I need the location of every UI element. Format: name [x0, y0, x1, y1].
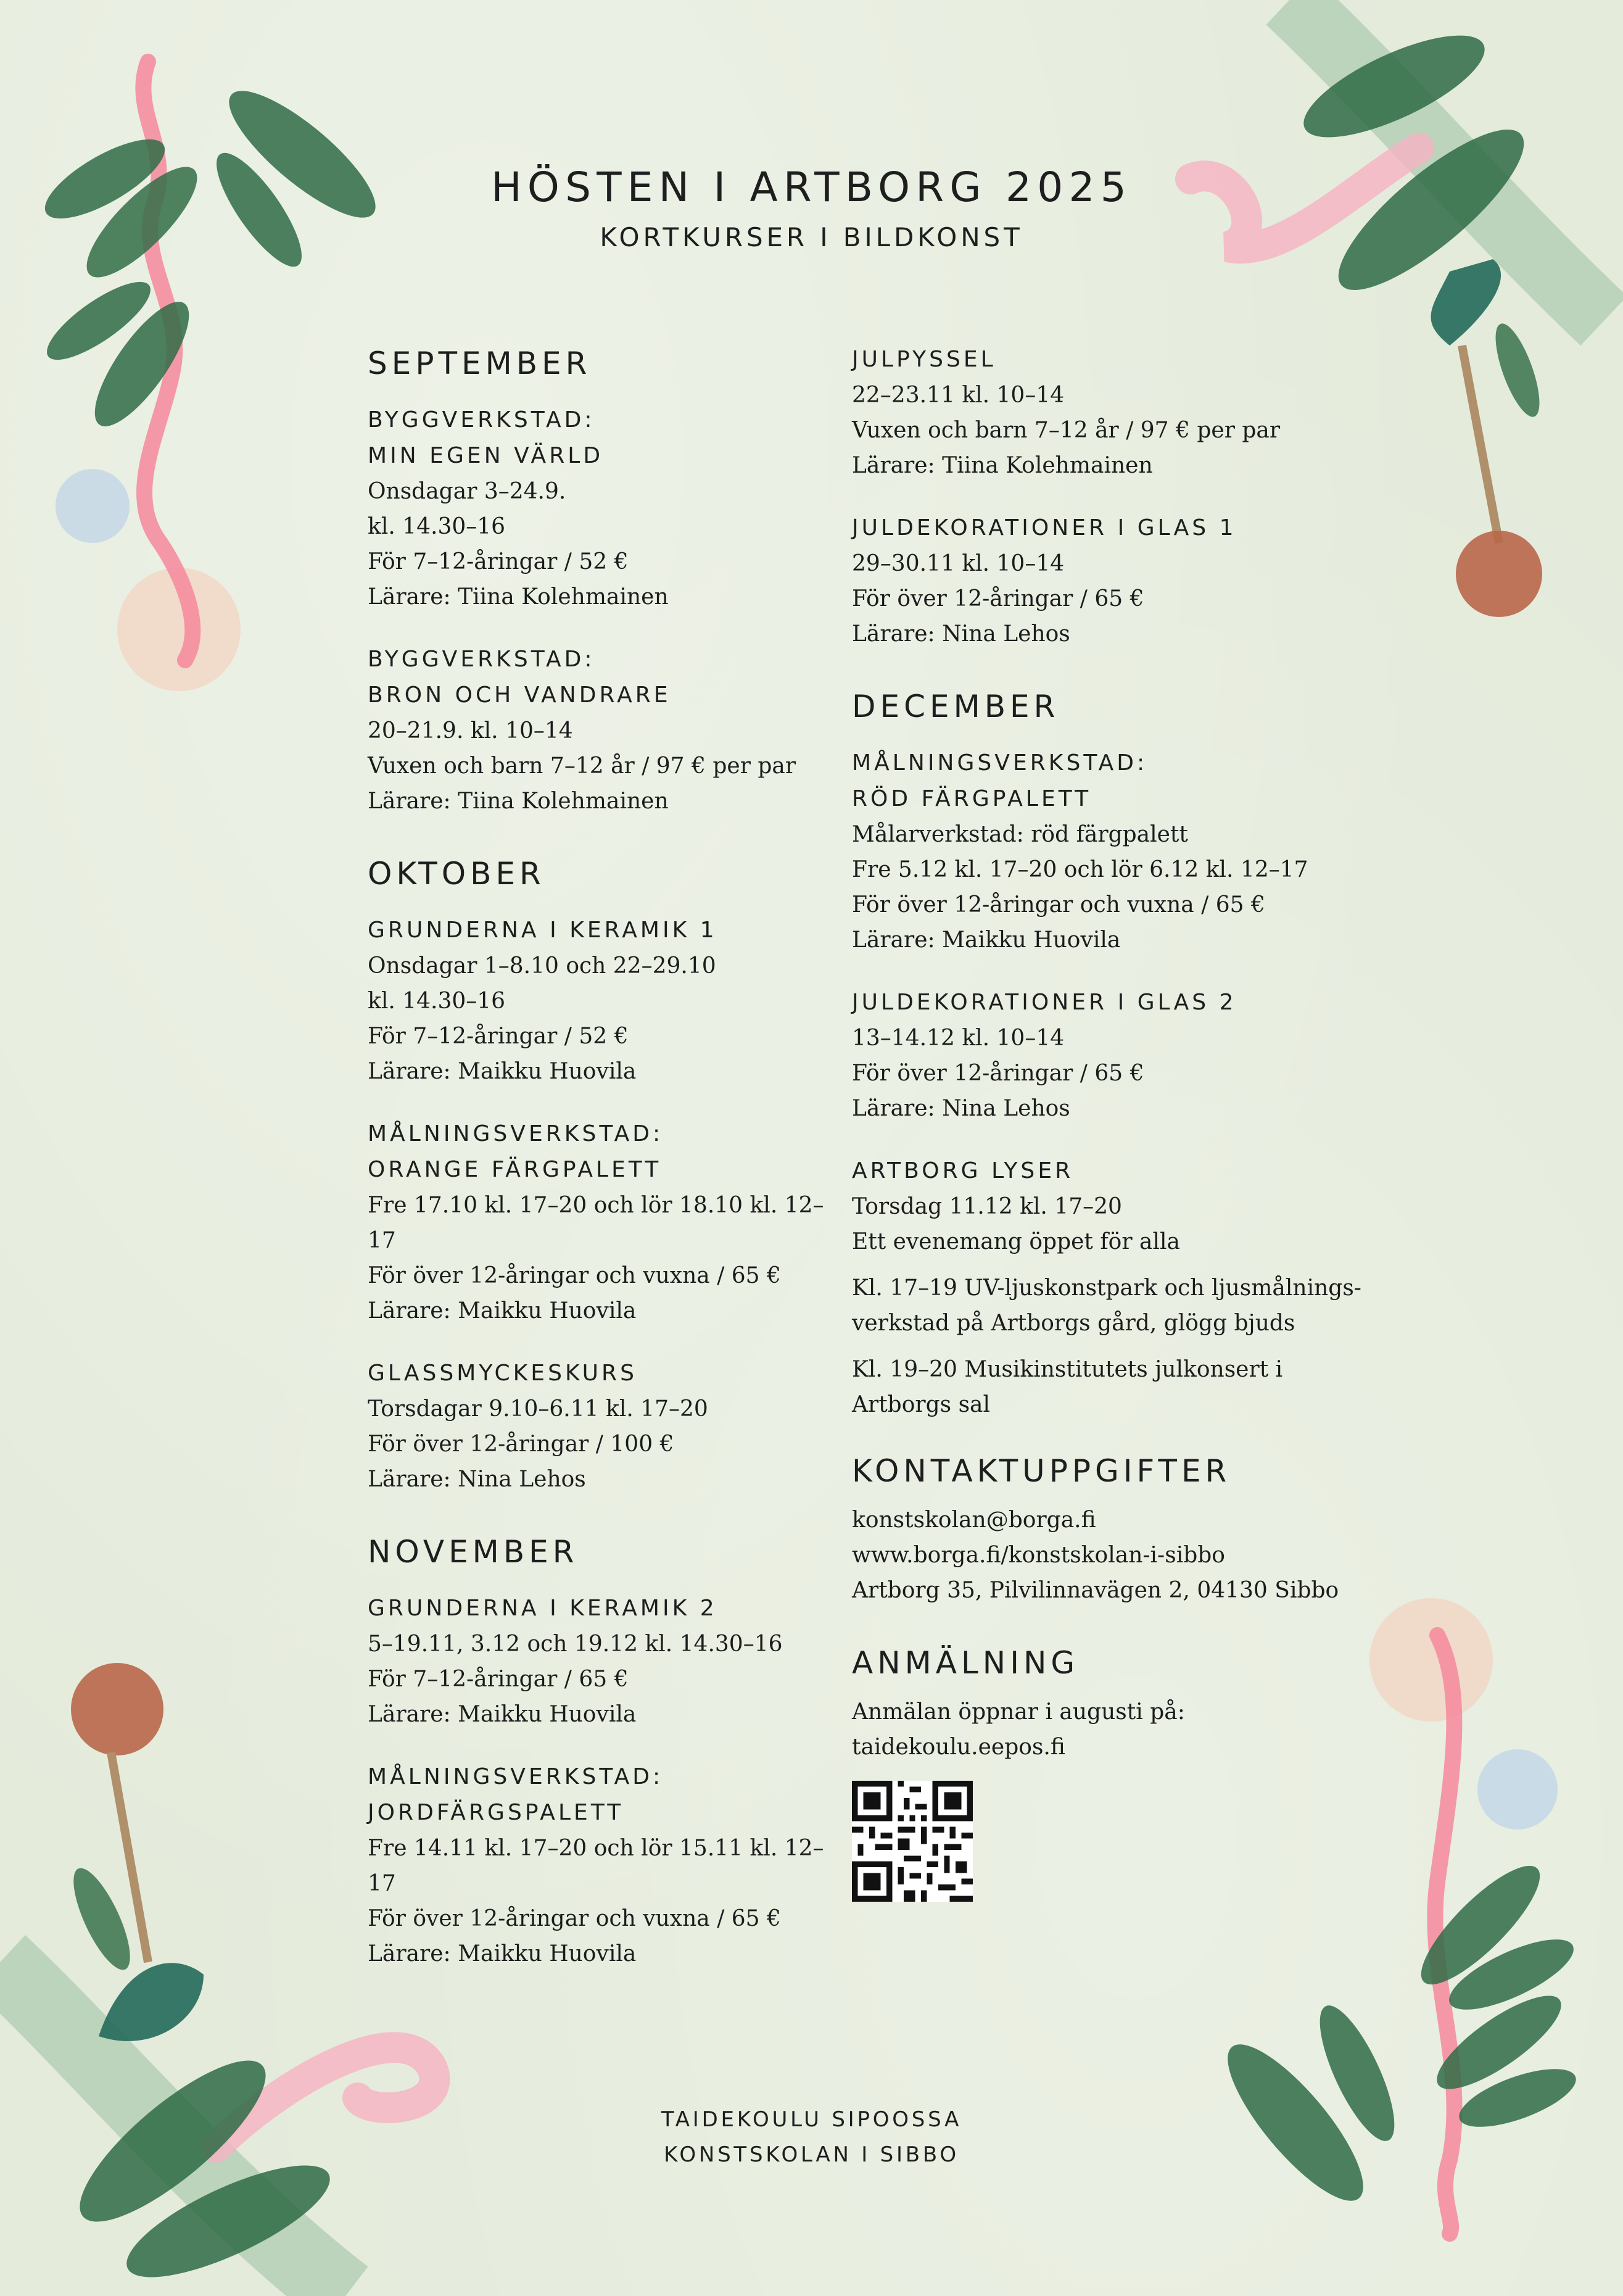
course-detail: 5–19.11, 3.12 och 19.12 kl. 14.30–16 — [368, 1631, 783, 1657]
registration-heading: ANMÄLNING — [852, 1645, 1080, 1681]
course-paragraph — [852, 1270, 1407, 1341]
registration-link[interactable]: taidekoulu.eepos.fi — [852, 1734, 1065, 1760]
course-detail: Kl. 19–20 Musikinstitutets julkonsert i — [852, 1357, 1283, 1382]
course — [852, 342, 1407, 483]
contact-heading: KONTAKTUPPGIFTER — [852, 1453, 1231, 1489]
course-title: ORANGE FÄRGPALETT — [368, 1157, 662, 1182]
course-title: GLASSMYCKESKURS — [368, 1361, 637, 1386]
left-column — [368, 346, 836, 2008]
contact-web[interactable]: www.borga.fi/konstskolan-i-sibbo — [852, 1543, 1225, 1568]
course — [368, 1591, 836, 1732]
course — [368, 1759, 836, 1971]
month-november — [368, 1534, 836, 1971]
course-title: JULPYSSEL — [852, 347, 996, 372]
course-detail: Artborgs sal — [852, 1392, 991, 1417]
course-detail: Torsdag 11.12 kl. 17–20 — [852, 1194, 1122, 1219]
course-title: MÅLNINGSVERKSTAD: — [368, 1764, 664, 1789]
registration-section — [852, 1645, 1407, 1904]
course-detail: För över 12-åringar / 100 € — [368, 1432, 674, 1457]
course-title: BYGGVERKSTAD: — [368, 407, 595, 433]
course — [368, 1356, 836, 1497]
course-title: GRUNDERNA I KERAMIK 2 — [368, 1596, 717, 1621]
course-detail: Onsdagar 3–24.9. — [368, 479, 566, 504]
course-title: BRON OCH VANDRARE — [368, 682, 671, 708]
course-detail: För över 12-åringar / 65 € — [852, 1061, 1144, 1086]
month-heading: NOVEMBER — [368, 1534, 579, 1570]
month-heading: OKTOBER — [368, 856, 545, 892]
course-title: ARTBORG LYSER — [852, 1158, 1074, 1183]
month-heading: SEPTEMBER — [368, 346, 592, 381]
course-detail: För över 12-åringar / 65 € — [852, 586, 1144, 611]
footer-line-2: KONSTSKOLAN I SIBBO — [664, 2142, 959, 2167]
course-detail: Lärare: Tiina Kolehmainen — [368, 789, 669, 814]
course-detail: verkstad på Artborgs gård, glögg bjuds — [852, 1311, 1295, 1336]
course-detail: Lärare: Nina Lehos — [368, 1467, 586, 1492]
course-title: RÖD FÄRGPALETT — [852, 786, 1092, 811]
course-detail: Kl. 17–19 UV-ljuskonstpark och ljusmålnings- — [852, 1275, 1361, 1301]
november-continued — [852, 342, 1407, 652]
course-detail: Vuxen och barn 7–12 år / 97 € per par — [852, 418, 1281, 443]
month-september — [368, 346, 836, 819]
course-detail: kl. 14.30–16 — [368, 988, 506, 1014]
course-detail: Målarverkstad: röd färgpalett — [852, 822, 1188, 847]
course-title: JULDEKORATIONER I GLAS 1 — [852, 515, 1237, 541]
course-detail: Lärare: Maikku Huovila — [368, 1941, 637, 1967]
course-detail: Lärare: Tiina Kolehmainen — [852, 453, 1153, 478]
course-detail: För 7–12-åringar / 52 € — [368, 549, 629, 574]
course-title: GRUNDERNA I KERAMIK 1 — [368, 918, 717, 943]
footer-line-1: TAIDEKOULU SIPOOSSA — [661, 2107, 962, 2132]
course-detail: 13–14.12 kl. 10–14 — [852, 1026, 1065, 1051]
course-title: MÅLNINGSVERKSTAD: — [852, 750, 1148, 776]
contact-email[interactable]: konstskolan@borga.fi — [852, 1507, 1096, 1533]
contact-section — [852, 1453, 1407, 1608]
course-title: MÅLNINGSVERKSTAD: — [368, 1121, 664, 1146]
course-detail: Torsdagar 9.10–6.11 kl. 17–20 — [368, 1396, 708, 1422]
course — [368, 1116, 836, 1328]
course-detail: Onsdagar 1–8.10 och 22–29.10 — [368, 953, 716, 979]
course — [852, 510, 1407, 652]
course-detail: För 7–12-åringar / 65 € — [368, 1667, 629, 1692]
top-left-branch-icon — [35, 62, 392, 691]
course-detail: Ett evenemang öppet för alla — [852, 1229, 1180, 1254]
course-detail: Fre 14.11 kl. 17–20 och lör 15.11 kl. 12–17 — [368, 1836, 824, 1896]
course-detail: Fre 5.12 kl. 17–20 och lör 6.12 kl. 12–17 — [852, 857, 1308, 882]
course-detail: 22–23.11 kl. 10–14 — [852, 383, 1065, 408]
course-detail: Lärare: Maikku Huovila — [852, 927, 1121, 953]
month-heading: DECEMBER — [852, 689, 1060, 724]
course-detail: För över 12-åringar och vuxna / 65 € — [852, 892, 1265, 918]
registration-text: Anmälan öppnar i augusti på: — [852, 1699, 1185, 1725]
page-subtitle: KORTKURSER I BILDKONST — [600, 222, 1023, 252]
course-detail: Fre 17.10 kl. 17–20 och lör 18.10 kl. 12–17 — [368, 1193, 824, 1253]
course-detail: Lärare: Maikku Huovila — [368, 1298, 637, 1324]
course-detail: Vuxen och barn 7–12 år / 97 € per par — [368, 753, 796, 779]
course-detail: Lärare: Maikku Huovila — [368, 1059, 637, 1084]
course — [852, 745, 1407, 958]
course-detail: Lärare: Nina Lehos — [852, 1096, 1070, 1121]
course — [368, 913, 836, 1089]
right-column — [852, 346, 1407, 1941]
qr-code-icon[interactable] — [852, 1781, 973, 1902]
course — [368, 642, 836, 819]
course — [368, 402, 836, 615]
course-detail: Lärare: Nina Lehos — [852, 621, 1070, 647]
course-title: BYGGVERKSTAD: — [368, 647, 595, 672]
month-december — [852, 689, 1407, 1422]
course-detail: För över 12-åringar och vuxna / 65 € — [368, 1906, 781, 1931]
contact-address: Artborg 35, Pilvilinnavägen 2, 04130 Sibbo — [852, 1578, 1339, 1603]
course-detail: För 7–12-åringar / 52 € — [368, 1024, 629, 1049]
month-oktober — [368, 856, 836, 1497]
course-title: JORDFÄRGSPALETT — [368, 1800, 624, 1825]
course-detail: Lärare: Maikku Huovila — [368, 1702, 637, 1727]
course-title: JULDEKORATIONER I GLAS 2 — [852, 990, 1237, 1015]
course-detail: För över 12-åringar och vuxna / 65 € — [368, 1263, 781, 1288]
course-paragraph — [852, 1352, 1407, 1422]
page-title: HÖSTEN I ARTBORG 2025 — [491, 164, 1132, 211]
course-detail: kl. 14.30–16 — [368, 514, 506, 539]
course — [852, 985, 1407, 1126]
course — [852, 1153, 1407, 1422]
course-detail: Lärare: Tiina Kolehmainen — [368, 584, 669, 610]
course-detail: 29–30.11 kl. 10–14 — [852, 551, 1065, 576]
course-title: MIN EGEN VÄRLD — [368, 443, 604, 468]
course-detail: 20–21.9. kl. 10–14 — [368, 718, 573, 744]
